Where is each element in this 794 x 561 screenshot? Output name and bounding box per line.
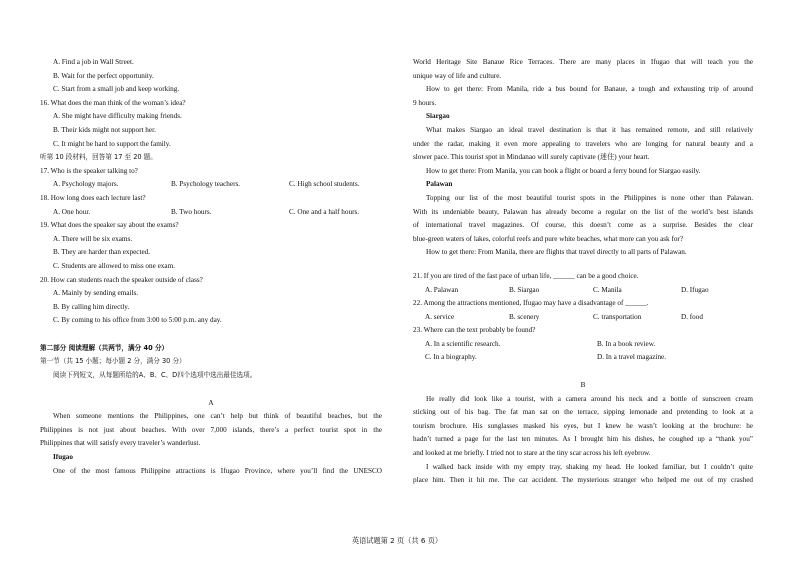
q20-option-b: B. By calling him directly. bbox=[53, 302, 130, 311]
ifugao-how-to-get-there: How to get there: From Manila, ride a bus bound for Banaue, a tough and exhausting trip of around bbox=[426, 85, 753, 94]
right-column bbox=[413, 56, 753, 488]
q21-option-a: A. Palawan bbox=[425, 285, 459, 294]
q19-question: 19. What does the speaker say about the exams? bbox=[40, 221, 179, 230]
intro-line-3: Philippines that will satisfy every traveler’s wanderlust. bbox=[40, 439, 201, 448]
q23-option-d: D. In a travel magazine. bbox=[597, 353, 667, 362]
q22-option-d: D. food bbox=[681, 312, 703, 321]
section1-heading: 第一节（共 15 小题；每小题 2 分，满分 30 分） bbox=[40, 357, 186, 366]
q17-option-a: A. Psychology majors. bbox=[53, 180, 119, 189]
q22-option-b: B. scenery bbox=[509, 312, 540, 321]
q20-question: 20. How can students reach the speaker outside of class? bbox=[40, 275, 203, 284]
palawan-how-to-get-there: How to get there: From Manila, there are flights that travel directly to all parts of Palawan. bbox=[426, 248, 687, 257]
siargao-line-3: slower pace. This tourist spot in Mindanao will surely captivate (迷住) your heart. bbox=[413, 153, 650, 162]
q23-options-row-2 bbox=[413, 351, 753, 365]
passage-a-letter: A bbox=[208, 398, 214, 407]
q16-question: 16. What does the man think of the woman’s idea? bbox=[40, 98, 186, 107]
passage-b-letter: B bbox=[580, 381, 586, 390]
intro-line-2: Philippines is not just about beaches. With over 7,000 islands, there’s a perfect tourist spot in the bbox=[40, 425, 382, 434]
q22-options bbox=[413, 311, 753, 325]
left-column bbox=[40, 56, 382, 478]
ifugao-how-to-get-there-end: 9 hours. bbox=[413, 98, 437, 107]
q22-question: 22. Among the attractions mentioned, Ifugao may have a disadvantage of ______. bbox=[413, 299, 649, 308]
passage-b-line-6: I walked back inside with my empty tray, shaking my head. He looked familiar, but I couldn’t quite bbox=[426, 462, 753, 471]
q23-option-c: C. In a biography. bbox=[425, 353, 477, 362]
q18-option-a: A. One hour. bbox=[53, 207, 91, 216]
q18-question: 18. How long does each lecture last? bbox=[40, 193, 146, 202]
passage-b-line-3: tourism brochure. His sunglasses masked his eyes, but I knew he wasn’t looking at the brochure: he bbox=[413, 421, 753, 430]
q19-option-a: A. There will be six exams. bbox=[53, 234, 133, 243]
ifugao-line-1: One of the most famous Philippine attractions is Ifugao Province, where you’ll find the UNESCO bbox=[53, 466, 382, 475]
page-footer: 英语试题第 2 页（共 6 页） bbox=[351, 536, 443, 545]
passage-b-line-5: and looked at me briefly. I tried not to stare at the tiny scar across his left eyebrow. bbox=[413, 449, 651, 458]
siargao-line-1: What makes Siargao an ideal travel destination is that it has remained remote, and still relatively bbox=[426, 125, 753, 134]
q19-option-c: C. Students are allowed to miss one exam. bbox=[53, 261, 175, 270]
siargao-heading: Siargao bbox=[426, 112, 450, 121]
q21-question: 21. If you are tired of the fast pace of urban life, ______ can be a good choice. bbox=[413, 271, 639, 280]
material-10-instruction: 听第 10 段材料，回答第 17 至 20 题。 bbox=[40, 153, 157, 162]
q15-option-b: B. Wait for the perfect opportunity. bbox=[53, 71, 154, 80]
q18-option-c: C. One and a half hours. bbox=[289, 207, 360, 216]
siargao-how-to-get-there: How to get there: From Manila, you can book a flight or board a ferry bound for Siargao easily. bbox=[426, 166, 701, 175]
q16-option-b: B. Their kids might not support her. bbox=[53, 125, 156, 134]
q21-option-d: D. Ifugao bbox=[681, 285, 709, 294]
q18-options bbox=[40, 206, 382, 220]
q16-option-a: A. She might have difficulty making friends. bbox=[53, 112, 182, 121]
palawan-line-3: of international travel magazines. Of course, this doesn’t come as a surprise. Besides the clear bbox=[413, 221, 753, 230]
part2-heading: 第二部分 阅读理解（共两节，满分 40 分） bbox=[40, 343, 169, 352]
q17-options bbox=[40, 178, 382, 192]
intro-line-1: When someone mentions the Philippines, one can’t help but think of beautiful beaches, but the bbox=[53, 412, 382, 421]
siargao-line-2: under the radar, making it even more appealing to travelers who are longing for natural beauty and a bbox=[413, 139, 753, 148]
reading-instruction: 阅读下列短文，从每题所给的A、B、C、D四个选项中选出最佳选项。 bbox=[53, 371, 257, 380]
passage-b-line-1: He really did look like a tourist, with a camera around his neck and a bottle of sunscreen cream bbox=[426, 394, 753, 403]
passage-b-line-4: hadn’t turned a page for the last ten minutes. As I brought him his dishes, he coughed up a “thank you” bbox=[413, 435, 753, 444]
q23-option-b: B. In a book review. bbox=[597, 339, 656, 348]
q21-option-b: B. Siargao bbox=[509, 285, 540, 294]
palawan-line-1: Topping our list of the most beautiful tourist spots in the Philippines is none other than Palawan. bbox=[426, 193, 753, 202]
q21-options bbox=[413, 284, 753, 298]
palawan-line-4: blue-green waters of lakes, colorful reefs and pure white beaches, what more can you ask for? bbox=[413, 234, 684, 243]
q15-option-c: C. Start from a small job and keep working. bbox=[53, 85, 180, 94]
q17-option-c: C. High school students. bbox=[289, 180, 360, 189]
q15-option-a: A. Find a job in Wall Street. bbox=[53, 58, 134, 66]
ifugao-line-3: unique way of life and culture. bbox=[413, 71, 502, 80]
q17-question: 17. Who is the speaker talking to? bbox=[40, 166, 138, 175]
q22-option-c: C. transportation bbox=[593, 312, 642, 321]
q22-option-a: A. service bbox=[425, 312, 455, 321]
q20-option-c: C. By coming to his office from 3:00 to 5:00 p.m. any day. bbox=[53, 316, 222, 325]
q23-options-row-1 bbox=[413, 338, 753, 352]
ifugao-heading: Ifugao bbox=[53, 453, 73, 462]
q23-question: 23. Where can the text probably be found? bbox=[413, 326, 536, 335]
q19-option-b: B. They are harder than expected. bbox=[53, 248, 151, 257]
q23-option-a: A. In a scientific research. bbox=[425, 339, 501, 348]
palawan-line-2: With its undeniable beauty, Palawan has already become a regular on the list of the world’s best islands bbox=[413, 207, 753, 216]
q16-option-c: C. It might be hard to support the family. bbox=[53, 139, 171, 148]
q21-option-c: C. Manila bbox=[593, 285, 622, 294]
palawan-heading: Palawan bbox=[426, 180, 453, 189]
passage-b-line-7: place him. Then it hit me. The car accident. The mysterious stranger who helped me out of my crashed bbox=[413, 476, 753, 485]
q17-option-b: B. Psychology teachers. bbox=[171, 180, 241, 189]
q18-option-b: B. Two hours. bbox=[171, 207, 212, 216]
q20-option-a: A. Mainly by sending emails. bbox=[53, 289, 139, 298]
passage-b-line-2: sticking out of his bag. The fat man sat on the terrace, sipping lemonade and pretending to look at a bbox=[413, 408, 753, 417]
ifugao-line-2: World Heritage Site Banaue Rice Terraces. There are many places in Ifugao that will teach you the bbox=[413, 58, 753, 66]
